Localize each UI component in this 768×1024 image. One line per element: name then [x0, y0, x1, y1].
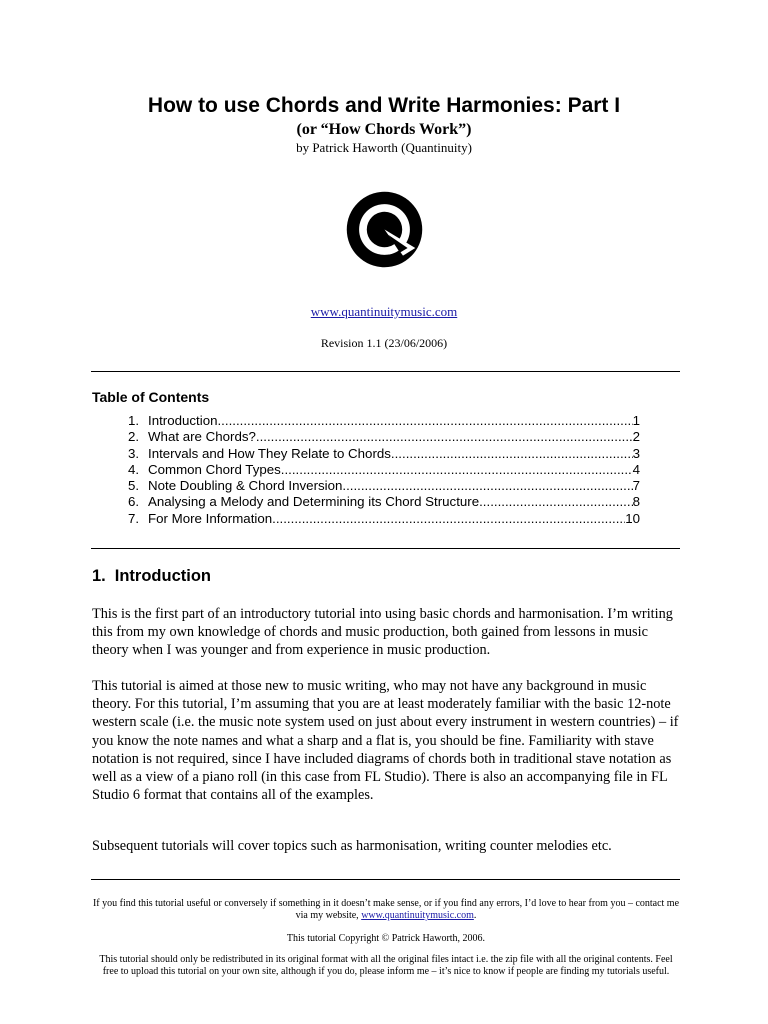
toc-item-page: 3: [632, 445, 640, 461]
table-of-contents: [128, 413, 640, 527]
toc-item-number: 1.: [128, 413, 140, 428]
toc-item-introduction[interactable]: [128, 413, 640, 429]
toc-item-number: 4.: [128, 461, 140, 477]
footer-website-link[interactable]: www.quantinuitymusic.com: [361, 910, 474, 922]
toc-leader-dots: [272, 511, 625, 527]
toc-item-page: 10: [625, 510, 640, 526]
toc-item-title: Intervals and How They Relate to Chords: [148, 445, 391, 461]
section-title: Introduction: [114, 567, 211, 585]
toc-item-title: Introduction: [148, 413, 218, 428]
intro-paragraph-3: Subsequent tutorials will cover topics such as harmonisation, writing counter melodies etc.: [92, 838, 612, 854]
toc-item-page: 4: [632, 461, 640, 477]
toc-leader-dots: [217, 413, 632, 429]
toc-item-page: 8: [632, 494, 640, 510]
document-author: by Patrick Haworth (Quantinuity): [296, 140, 472, 155]
toc-item-number: 7.: [128, 510, 140, 526]
revision-text: Revision 1.1 (23/06/2006): [320, 336, 448, 350]
footer-feedback: [92, 898, 680, 923]
divider: [91, 548, 680, 549]
toc-item-note-doubling[interactable]: [128, 478, 640, 494]
toc-item-page: 1: [632, 413, 640, 428]
toc-item-more-information[interactable]: [128, 511, 640, 527]
toc-leader-dots: [256, 429, 633, 445]
toc-item-title: Note Doubling & Chord Inversion: [148, 478, 343, 494]
intro-paragraph-1: This is the first part of an introductory tutorial into using basic chords and harmonisation. I’m writing this from my own knowledge of chords and music production, both gained from lessons in music theory when I was younger and from experience in music production.: [92, 606, 673, 659]
intro-paragraph-2: This tutorial is aimed at those new to music writing, who may not have any background in music theory. For this tutorial, I’m assuming that you are at least moderately familiar with the basic 12-note western scale (i.e. the music note system used on just about every instrument in western countries) – if you know the note names and what a sharp and a flat is, you should be fine. Familiarity with stave notation is not required, since I have included diagrams of chords both in traditional stave notation as well as a view of a piano roll (in this case from FL Studio). There is also an accompanying file in FL Studio 6 format that contains all of the examples.: [92, 678, 679, 804]
footer-feedback-end: .: [473, 910, 477, 922]
divider: [91, 371, 680, 372]
toc-leader-dots: [479, 494, 632, 510]
footer-feedback-text: If you find this tutorial useful or conversely if something in it doesn’t make sense, or if you find any errors, I’d love to hear from you – contact me via my website,: [92, 898, 680, 922]
document-title: How to use Chords and Write Harmonies: Part I: [147, 94, 621, 117]
footer-distribution: This tutorial should only be redistributed in its original format with all the original files intact i.e. the zip file with all the original contents. Feel free to upload this tutorial on your own site, although if you do, please inform me – it’s nice to know if people are finding my tutorials useful.: [99, 954, 673, 978]
toc-item-number: 5.: [128, 478, 140, 494]
toc-item-title: For More Information: [148, 510, 273, 526]
toc-item-number: 2.: [128, 429, 140, 445]
toc-item-intervals[interactable]: [128, 446, 640, 462]
divider: [91, 879, 680, 880]
toc-item-number: 3.: [128, 445, 140, 461]
toc-item-title: Analysing a Melody and Determining its Chord Structure: [148, 494, 480, 510]
toc-item-title: Common Chord Types: [148, 461, 281, 477]
section-number: 1.: [92, 567, 106, 585]
toc-item-common-chord-types[interactable]: [128, 462, 640, 478]
document-subtitle: (or “How Chords Work”): [296, 121, 472, 138]
toc-heading: Table of Contents: [92, 389, 210, 405]
footer-copyright: This tutorial Copyright © Patrick Haworth, 2006.: [286, 933, 486, 944]
toc-item-page: 2: [632, 429, 640, 445]
toc-leader-dots: [342, 478, 632, 494]
quantinuity-logo-icon: [346, 191, 423, 268]
section-heading: [92, 567, 211, 586]
toc-item-title: What are Chords?: [148, 429, 256, 445]
website-link[interactable]: www.quantinuitymusic.com: [310, 304, 458, 319]
toc-leader-dots: [391, 446, 633, 462]
toc-item-page: 7: [632, 478, 640, 494]
toc-item-what-are-chords[interactable]: [128, 429, 640, 445]
toc-item-analysing-melody[interactable]: [128, 494, 640, 510]
toc-leader-dots: [281, 462, 633, 478]
toc-item-number: 6.: [128, 494, 140, 510]
